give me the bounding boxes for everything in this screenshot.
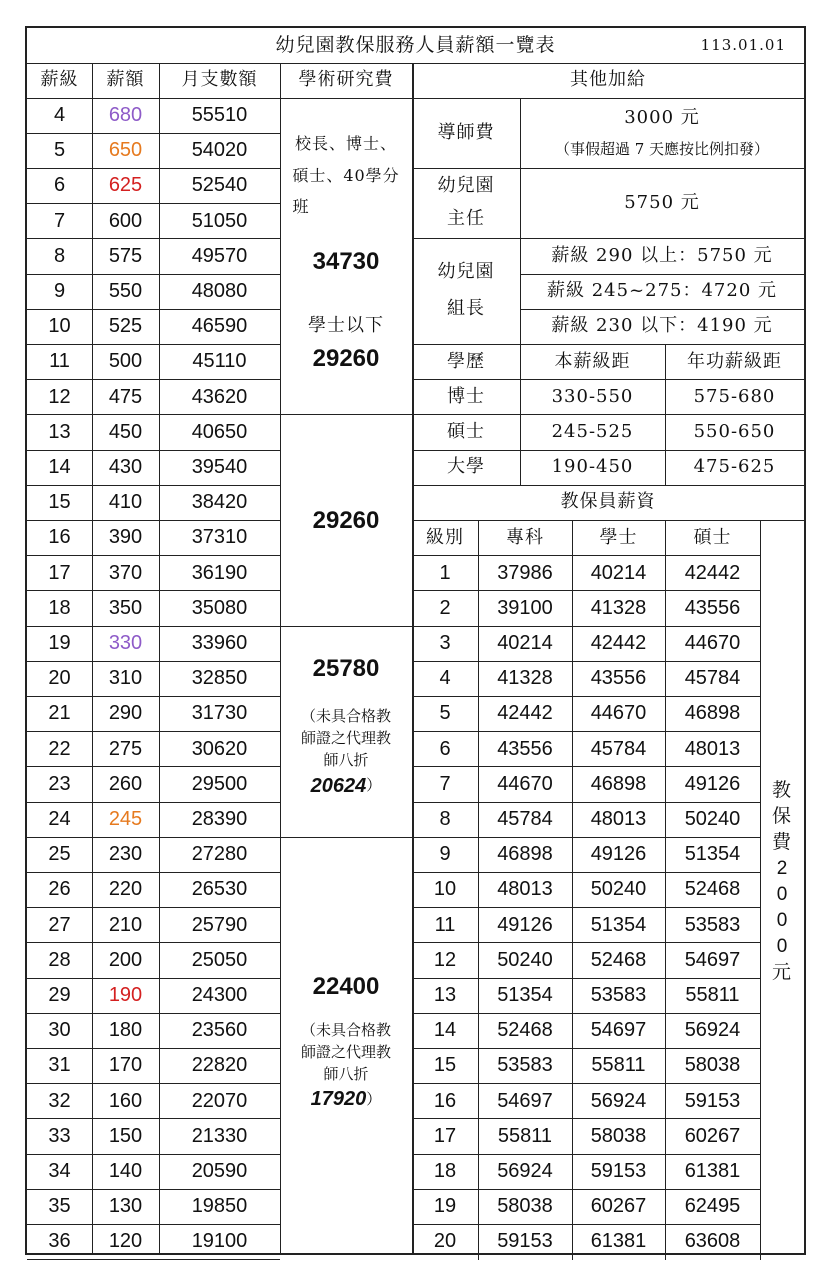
cg-bachelor: 52468 xyxy=(590,948,647,971)
research-tier1-label: 班 xyxy=(292,196,310,216)
salary-amount: 550 xyxy=(108,280,143,303)
cg-bachelor: 42442 xyxy=(590,632,647,655)
salary-table xyxy=(25,26,806,1255)
leader-label: 組長 xyxy=(447,298,485,320)
cg-vocational: 56924 xyxy=(497,1160,553,1183)
cg-master: 59153 xyxy=(684,1089,741,1112)
edu-merit: 475-625 xyxy=(693,456,776,478)
cg-vocational: 58038 xyxy=(497,1195,553,1218)
cg-master: 54697 xyxy=(684,948,741,971)
salary-level: 10 xyxy=(48,315,71,338)
cg-grade: 10 xyxy=(433,878,457,901)
salary-monthly: 31730 xyxy=(191,702,248,725)
cg-vocational: 45784 xyxy=(497,808,553,831)
salary-level: 34 xyxy=(48,1160,71,1183)
cg-master: 42442 xyxy=(684,561,741,584)
salary-monthly: 20590 xyxy=(191,1160,248,1183)
research-tier4-note: 師證之代理教 xyxy=(300,729,391,748)
edu-header-degree: 學歷 xyxy=(447,350,485,372)
cg-bachelor: 43556 xyxy=(590,667,647,690)
cg-vocational: 37986 xyxy=(497,561,553,584)
side-note-char: 教 xyxy=(771,779,792,802)
salary-amount: 350 xyxy=(108,596,143,619)
salary-monthly: 24300 xyxy=(191,984,248,1007)
cg-vocational: 51354 xyxy=(497,984,553,1007)
salary-level: 33 xyxy=(48,1124,71,1147)
cg-master: 45784 xyxy=(684,667,741,690)
salary-level: 12 xyxy=(48,385,71,408)
research-tier4-discount: 20624 xyxy=(310,774,367,797)
salary-monthly: 35080 xyxy=(191,596,248,619)
side-note-char: 費 xyxy=(771,831,792,854)
salary-level: 5 xyxy=(53,139,66,162)
grid-line xyxy=(92,63,93,1254)
tutor-note: （事假超過 7 天應按比例扣發） xyxy=(554,139,770,158)
edu-base: 330-550 xyxy=(551,385,634,407)
salary-amount: 275 xyxy=(108,737,143,760)
cg-bachelor: 61381 xyxy=(590,1230,647,1253)
salary-amount: 140 xyxy=(108,1160,143,1183)
cg-vocational: 52468 xyxy=(497,1019,553,1042)
research-tier5-discount: 17920 xyxy=(310,1087,367,1110)
tutor-label: 導師費 xyxy=(437,121,495,143)
cg-bachelor: 54697 xyxy=(590,1019,647,1042)
date-label: 113.01.01 xyxy=(700,35,786,54)
cg-vocational: 49126 xyxy=(497,913,553,936)
cg-vocational: 55811 xyxy=(497,1124,553,1147)
cg-grade: 15 xyxy=(433,1054,457,1077)
cg-grade: 5 xyxy=(439,702,451,725)
salary-monthly: 30620 xyxy=(191,737,248,760)
cg-grade: 2 xyxy=(439,596,451,619)
salary-level: 17 xyxy=(48,561,71,584)
salary-amount: 650 xyxy=(108,139,143,162)
cg-header-c: 碩士 xyxy=(693,526,732,548)
salary-amount: 150 xyxy=(108,1124,143,1147)
cg-master: 43556 xyxy=(684,596,741,619)
salary-level: 24 xyxy=(48,808,71,831)
tutor-value: 3000 元 xyxy=(624,106,700,128)
cg-vocational: 53583 xyxy=(497,1054,553,1077)
cg-grade: 6 xyxy=(439,737,451,760)
header-level: 薪級 xyxy=(40,69,79,91)
cg-master: 49126 xyxy=(684,772,741,795)
salary-monthly: 33960 xyxy=(191,632,248,655)
cg-grade: 12 xyxy=(433,948,457,971)
edu-base: 190-450 xyxy=(551,456,634,478)
salary-monthly: 45110 xyxy=(192,350,247,373)
cg-bachelor: 48013 xyxy=(590,808,647,831)
cg-master: 48013 xyxy=(684,737,741,760)
salary-monthly: 23560 xyxy=(191,1019,248,1042)
caregiver-title: 教保員薪資 xyxy=(560,491,656,513)
salary-level: 14 xyxy=(48,456,71,479)
salary-amount: 180 xyxy=(108,1019,143,1042)
edu-degree: 大學 xyxy=(447,456,485,478)
salary-monthly: 52540 xyxy=(191,174,248,197)
director-value: 5750 元 xyxy=(624,192,700,214)
director-label: 幼兒園 xyxy=(437,175,495,197)
salary-amount: 390 xyxy=(108,526,143,549)
cg-grade: 3 xyxy=(439,632,451,655)
cg-grade: 4 xyxy=(439,667,451,690)
header-other: 其他加給 xyxy=(570,69,646,91)
salary-level: 6 xyxy=(53,174,66,197)
cg-master: 56924 xyxy=(684,1019,741,1042)
salary-amount: 430 xyxy=(108,456,143,479)
director-label: 主任 xyxy=(447,208,485,230)
research-tier1-label: 校長、博士、 xyxy=(294,133,397,153)
salary-monthly: 37310 xyxy=(191,526,248,549)
research-tier3-value: 29260 xyxy=(312,506,380,534)
header-amount: 薪額 xyxy=(106,69,145,91)
grid-line xyxy=(665,520,666,1259)
salary-monthly: 21330 xyxy=(191,1124,248,1147)
salary-monthly: 22070 xyxy=(191,1089,248,1112)
cg-master: 46898 xyxy=(684,702,741,725)
side-note-char: 元 xyxy=(771,961,792,984)
cg-bachelor: 50240 xyxy=(590,878,647,901)
cg-grade: 1 xyxy=(439,561,451,584)
cg-master: 51354 xyxy=(684,843,741,866)
salary-level: 21 xyxy=(48,702,71,725)
salary-amount: 130 xyxy=(108,1195,143,1218)
salary-monthly: 39540 xyxy=(191,456,248,479)
grid-line xyxy=(572,520,573,1259)
salary-monthly: 36190 xyxy=(191,561,248,584)
salary-monthly: 48080 xyxy=(191,280,248,303)
cg-vocational: 41328 xyxy=(497,667,553,690)
salary-level: 30 xyxy=(48,1019,71,1042)
research-tier5-note: 師證之代理教 xyxy=(300,1042,391,1061)
research-tier2-label: 學士以下 xyxy=(308,314,384,336)
salary-amount: 190 xyxy=(108,984,143,1007)
leader-value: 薪級 230 以下：4190 元 xyxy=(551,315,773,337)
cg-master: 55811 xyxy=(685,984,740,1007)
header-research: 學術研究費 xyxy=(298,69,394,91)
cg-master: 62495 xyxy=(684,1195,741,1218)
salary-level: 36 xyxy=(48,1230,71,1253)
research-tier4-note: 師八折 xyxy=(323,751,369,770)
side-note-char: 2 xyxy=(776,858,788,880)
cg-grade: 9 xyxy=(439,843,451,866)
salary-monthly: 19100 xyxy=(191,1230,248,1253)
research-tier4-discount-close: ） xyxy=(366,776,382,795)
research-tier2-value: 29260 xyxy=(312,345,380,373)
salary-monthly: 51050 xyxy=(191,209,248,232)
research-tier5-note-value xyxy=(280,1085,412,1113)
research-tier5-note: 師八折 xyxy=(323,1064,369,1083)
salary-level: 18 xyxy=(48,596,71,619)
salary-monthly: 32850 xyxy=(191,667,248,690)
cg-header-b: 學士 xyxy=(599,526,638,548)
salary-monthly: 38420 xyxy=(191,491,248,514)
salary-monthly: 28390 xyxy=(191,808,248,831)
cg-bachelor: 44670 xyxy=(590,702,647,725)
cg-vocational: 40214 xyxy=(497,632,553,655)
cg-grade: 16 xyxy=(433,1089,457,1112)
salary-amount: 120 xyxy=(108,1230,143,1253)
leader-value: 薪級 245~275：4720 元 xyxy=(546,280,778,302)
salary-level: 19 xyxy=(48,632,71,655)
cg-master: 58038 xyxy=(684,1054,741,1077)
cg-vocational: 54697 xyxy=(497,1089,553,1112)
salary-monthly: 54020 xyxy=(191,139,248,162)
salary-level: 28 xyxy=(48,948,71,971)
cg-vocational: 46898 xyxy=(497,843,553,866)
salary-amount: 410 xyxy=(108,491,143,514)
salary-amount: 680 xyxy=(108,104,143,127)
edu-degree: 碩士 xyxy=(447,421,485,443)
salary-level: 20 xyxy=(48,667,71,690)
cg-vocational: 39100 xyxy=(497,596,553,619)
cg-bachelor: 60267 xyxy=(590,1195,647,1218)
salary-level: 15 xyxy=(48,491,71,514)
grid-line xyxy=(478,520,479,1259)
grid-line xyxy=(760,520,761,1259)
research-tier5-discount-close: ） xyxy=(366,1089,382,1108)
leader-value: 薪級 290 以上：5750 元 xyxy=(551,245,773,267)
grid-line xyxy=(520,344,521,485)
cg-bachelor: 59153 xyxy=(590,1160,647,1183)
cg-master: 44670 xyxy=(684,632,741,655)
salary-monthly: 46590 xyxy=(191,315,248,338)
cg-master: 60267 xyxy=(684,1124,741,1147)
leader-label: 幼兒園 xyxy=(437,261,495,283)
grid-line xyxy=(280,626,412,627)
salary-amount: 330 xyxy=(108,632,143,655)
cg-bachelor: 46898 xyxy=(590,772,647,795)
grid-line xyxy=(280,837,412,838)
salary-amount: 170 xyxy=(108,1054,143,1077)
cg-grade: 11 xyxy=(434,913,456,936)
salary-monthly: 27280 xyxy=(191,843,248,866)
salary-level: 8 xyxy=(53,244,66,267)
edu-degree: 博士 xyxy=(447,385,485,407)
cg-bachelor: 53583 xyxy=(590,984,647,1007)
salary-monthly: 49570 xyxy=(191,244,248,267)
salary-amount: 230 xyxy=(108,843,143,866)
cg-bachelor: 40214 xyxy=(590,561,647,584)
salary-amount: 160 xyxy=(108,1089,143,1112)
cg-grade: 8 xyxy=(439,808,451,831)
research-tier5-note: （未具合格教 xyxy=(300,1020,391,1039)
salary-monthly: 26530 xyxy=(191,878,248,901)
cg-bachelor: 55811 xyxy=(591,1054,646,1077)
cg-master: 63608 xyxy=(684,1230,741,1253)
side-note-char: 保 xyxy=(771,805,792,828)
salary-monthly: 19850 xyxy=(191,1195,248,1218)
edu-base: 245-525 xyxy=(551,421,634,443)
side-note-char: 0 xyxy=(776,884,788,906)
salary-amount: 220 xyxy=(108,878,143,901)
research-tier4-note: （未具合格教 xyxy=(300,707,391,726)
salary-level: 4 xyxy=(53,104,66,127)
grid-line xyxy=(665,344,666,485)
cg-bachelor: 51354 xyxy=(590,913,647,936)
grid-line xyxy=(159,63,160,1254)
salary-monthly: 25050 xyxy=(191,948,248,971)
salary-level: 35 xyxy=(48,1195,71,1218)
salary-level: 7 xyxy=(53,209,66,232)
salary-amount: 260 xyxy=(108,772,143,795)
salary-amount: 370 xyxy=(108,561,143,584)
salary-monthly: 40650 xyxy=(191,420,248,443)
salary-monthly: 29500 xyxy=(191,772,248,795)
cg-vocational: 44670 xyxy=(497,772,553,795)
salary-amount: 245 xyxy=(108,808,143,831)
cg-grade: 20 xyxy=(433,1230,457,1253)
cg-grade: 13 xyxy=(433,984,457,1007)
cg-grade: 18 xyxy=(433,1160,457,1183)
salary-level: 13 xyxy=(48,420,71,443)
header-monthly: 月支數額 xyxy=(181,69,258,91)
salary-amount: 210 xyxy=(108,913,143,936)
salary-amount: 200 xyxy=(108,948,143,971)
salary-level: 23 xyxy=(48,772,71,795)
salary-amount: 525 xyxy=(108,315,143,338)
cg-grade: 17 xyxy=(433,1124,457,1147)
cg-master: 61381 xyxy=(684,1160,741,1183)
salary-level: 11 xyxy=(49,350,70,373)
cg-header-grade: 級別 xyxy=(426,526,464,548)
salary-level: 16 xyxy=(48,526,71,549)
grid-line xyxy=(520,98,521,344)
cg-bachelor: 56924 xyxy=(590,1089,647,1112)
salary-level: 25 xyxy=(48,843,71,866)
salary-amount: 600 xyxy=(108,209,143,232)
cg-vocational: 48013 xyxy=(497,878,553,901)
cg-bachelor: 45784 xyxy=(590,737,647,760)
salary-level: 29 xyxy=(48,984,71,1007)
cg-bachelor: 58038 xyxy=(590,1124,647,1147)
cg-bachelor: 41328 xyxy=(590,596,647,619)
salary-level: 32 xyxy=(48,1089,71,1112)
cg-vocational: 42442 xyxy=(497,702,553,725)
salary-amount: 625 xyxy=(108,174,143,197)
cg-header-a: 專科 xyxy=(506,526,544,548)
salary-level: 27 xyxy=(48,913,71,936)
salary-monthly: 25790 xyxy=(191,913,248,936)
edu-header-merit: 年功薪級距 xyxy=(687,350,782,372)
research-tier4-value: 25780 xyxy=(312,655,380,683)
cg-grade: 14 xyxy=(433,1019,457,1042)
cg-bachelor: 49126 xyxy=(590,843,647,866)
salary-level: 9 xyxy=(53,280,66,303)
research-tier1-label: 碩士、40學分 xyxy=(292,165,400,185)
edu-header-base: 本薪級距 xyxy=(554,350,631,372)
salary-amount: 575 xyxy=(108,244,143,267)
salary-amount: 310 xyxy=(108,667,143,690)
cg-vocational: 59153 xyxy=(497,1230,553,1253)
cg-master: 53583 xyxy=(684,913,741,936)
salary-amount: 290 xyxy=(108,702,143,725)
salary-amount: 450 xyxy=(108,420,143,443)
cg-grade: 7 xyxy=(439,772,451,795)
cg-master: 52468 xyxy=(684,878,741,901)
salary-level: 26 xyxy=(48,878,71,901)
salary-monthly: 22820 xyxy=(191,1054,248,1077)
edu-merit: 550-650 xyxy=(693,421,776,443)
cg-grade: 19 xyxy=(433,1195,457,1218)
research-tier1-value: 34730 xyxy=(312,248,380,276)
edu-merit: 575-680 xyxy=(693,385,776,407)
side-note-char: 0 xyxy=(776,936,788,958)
page-title: 幼兒園教保服務人員薪額一覽表 xyxy=(275,33,556,56)
salary-level: 22 xyxy=(48,737,71,760)
salary-monthly: 43620 xyxy=(191,385,248,408)
salary-amount: 500 xyxy=(108,350,143,373)
salary-level: 31 xyxy=(48,1054,71,1077)
cg-master: 50240 xyxy=(684,808,741,831)
grid-line xyxy=(27,1259,280,1260)
cg-vocational: 43556 xyxy=(497,737,553,760)
cg-vocational: 50240 xyxy=(497,948,553,971)
salary-amount: 475 xyxy=(108,385,143,408)
research-tier4-note-value xyxy=(280,772,412,800)
side-note-char: 0 xyxy=(776,910,788,932)
research-tier5-value: 22400 xyxy=(312,973,380,1001)
salary-monthly: 55510 xyxy=(191,104,248,127)
